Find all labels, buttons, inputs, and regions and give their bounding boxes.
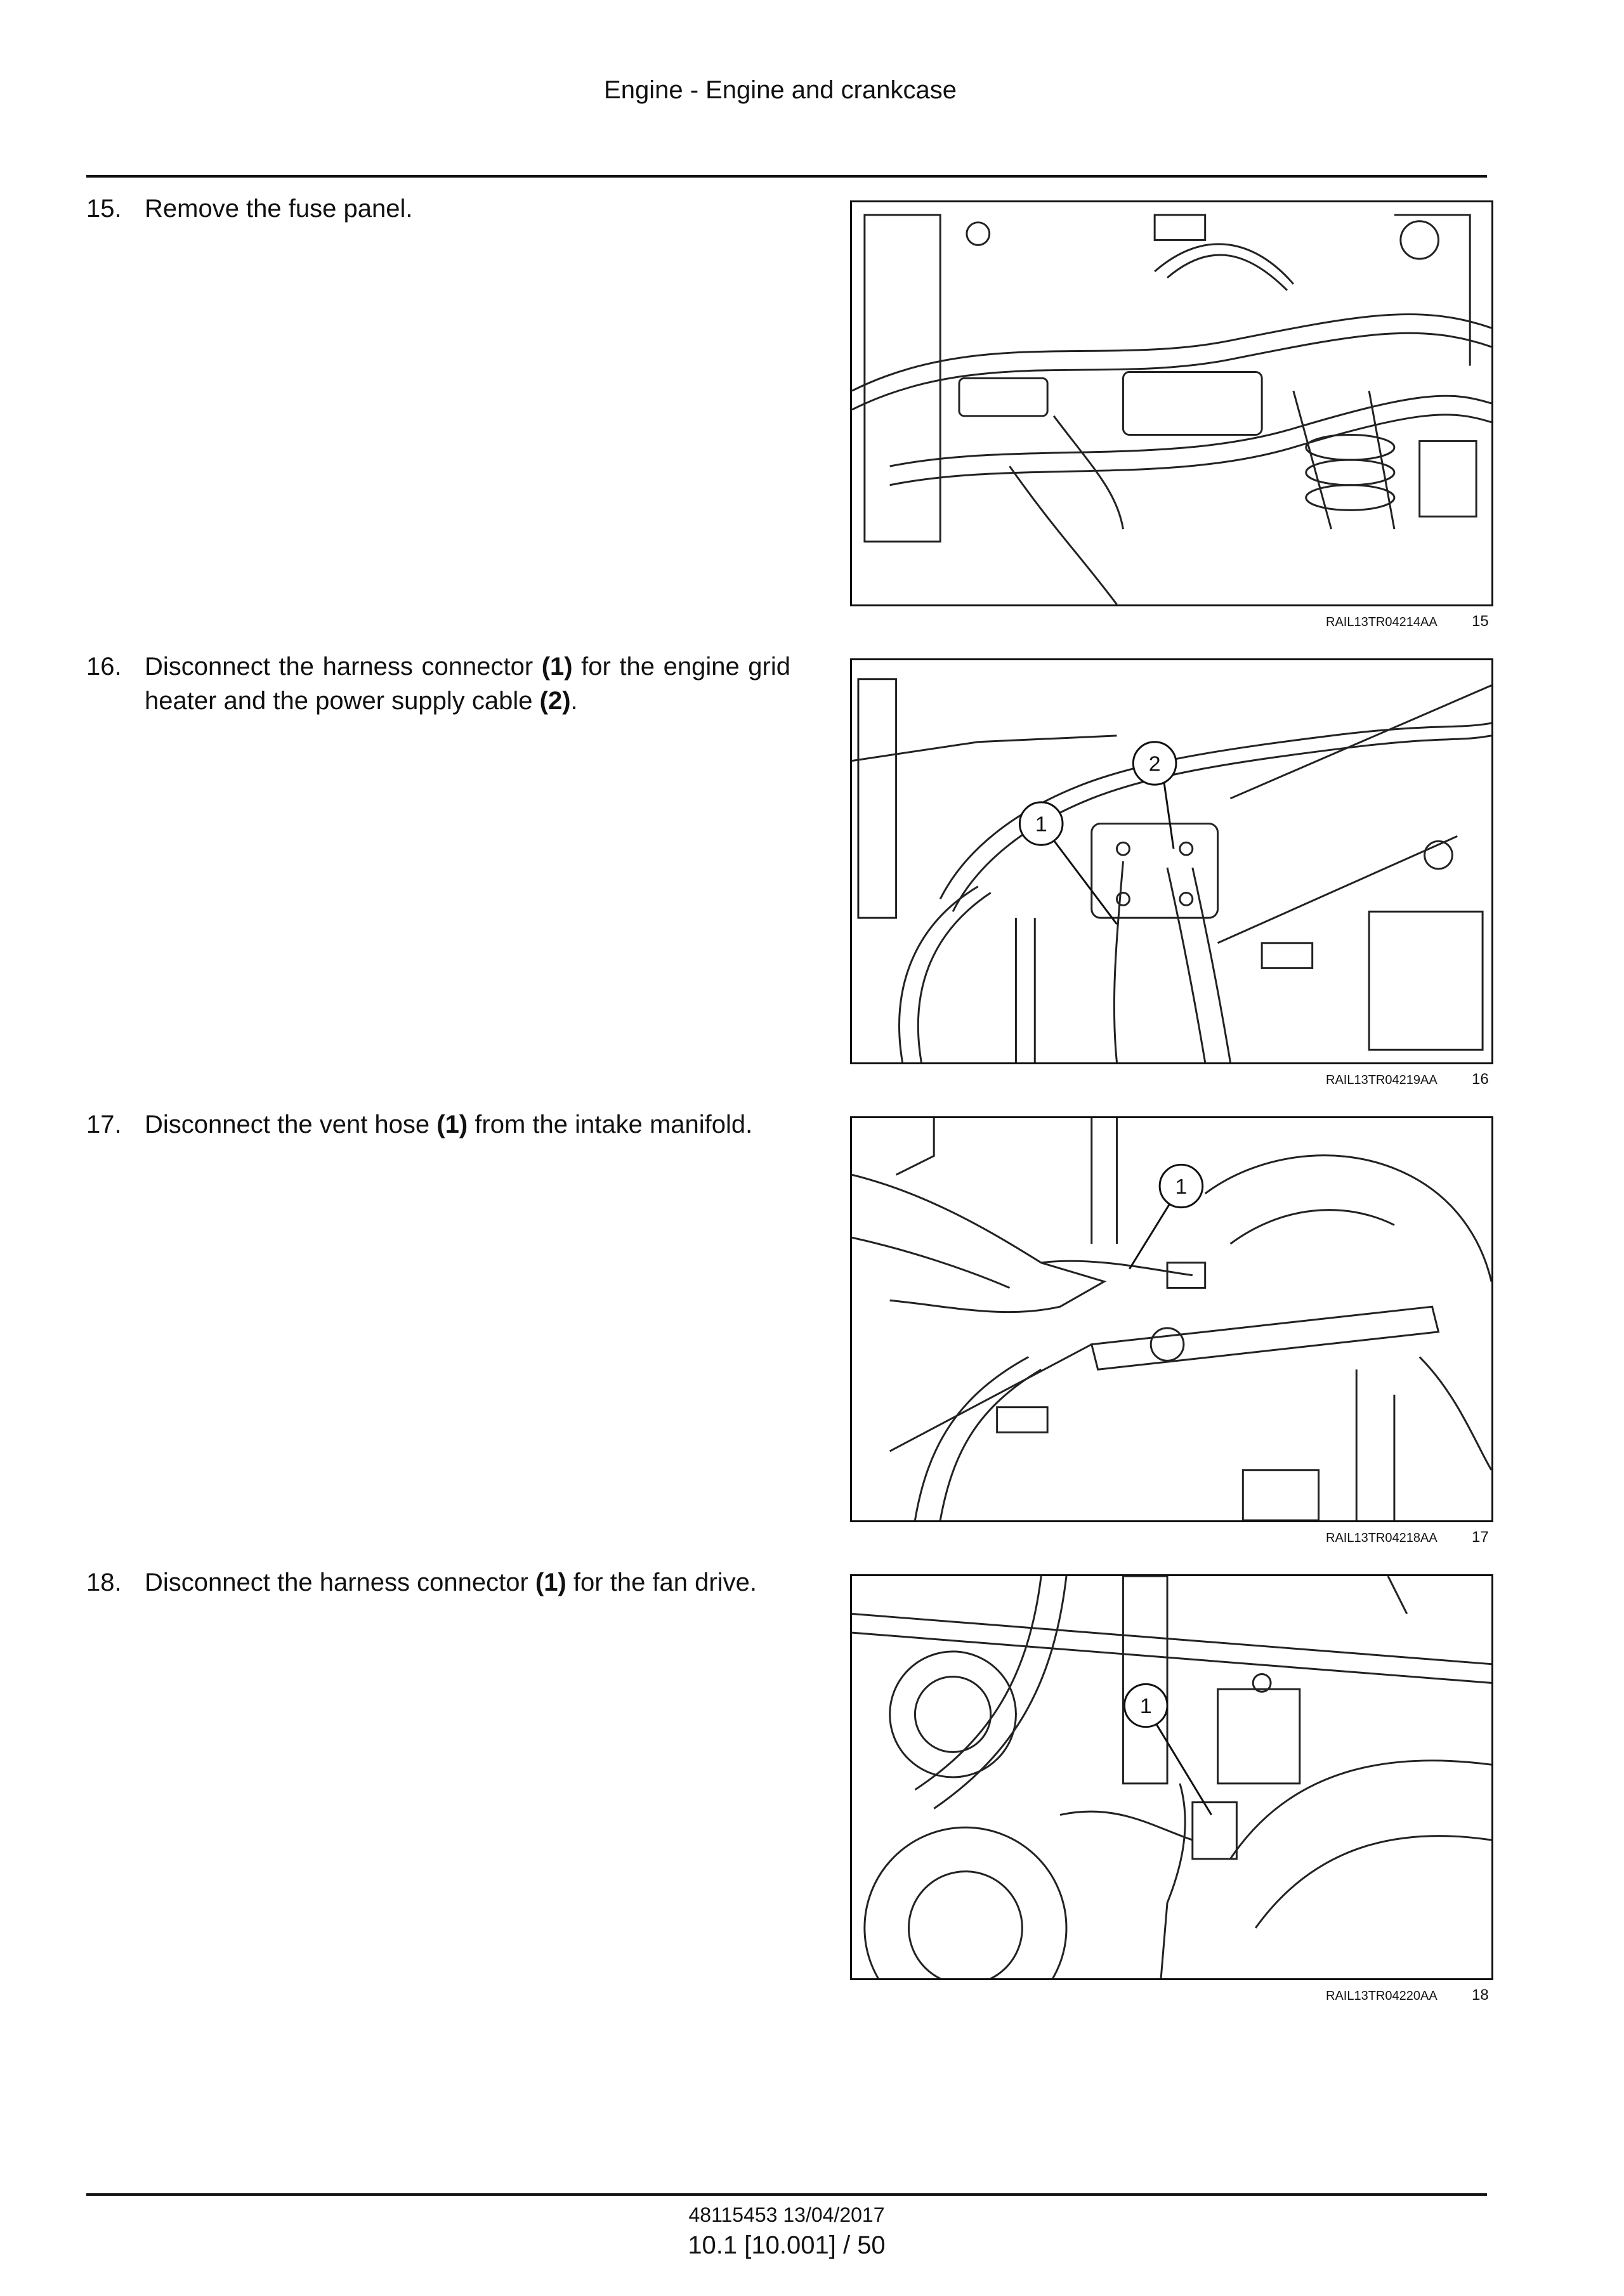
- step-text-segment: Disconnect the vent hose: [145, 1111, 437, 1138]
- callout-reference: (1): [535, 1569, 566, 1596]
- step-text: [145, 1565, 790, 1600]
- callout-reference: (1): [541, 653, 573, 681]
- figure-code: RAIL13TR04219AA: [1326, 1073, 1437, 1087]
- figure-number: 17: [1472, 1529, 1489, 1546]
- step-text-segment: Remove the fuse panel.: [145, 195, 413, 223]
- step-15: [86, 192, 790, 226]
- step-text-segment: Disconnect the harness connector: [145, 653, 542, 681]
- step-text-segment: Disconnect the harness connector: [145, 1569, 535, 1596]
- figure-number: 18: [1472, 1986, 1489, 2004]
- header-divider: [86, 175, 1487, 178]
- callout-reference: (1): [436, 1111, 468, 1138]
- step-text: [145, 1107, 790, 1142]
- figure-code: RAIL13TR04220AA: [1326, 1989, 1437, 2003]
- figure-grid-heater-illustration: [850, 658, 1493, 1064]
- footer-document-reference: 48115453 13/04/2017: [688, 2203, 885, 2226]
- callout-reference: (2): [539, 687, 571, 715]
- figure-number: 15: [1472, 613, 1489, 630]
- page-header-title: Engine - Engine and crankcase: [604, 76, 957, 104]
- step-text: [145, 192, 790, 226]
- step-number: 18.: [86, 1569, 122, 1596]
- callout-label-1: 1: [1139, 1694, 1152, 1718]
- step-text-segment: for the engine grid heater and the power supply cable: [145, 653, 790, 715]
- step-number: 17.: [86, 1111, 122, 1138]
- callout-group: [1129, 1164, 1202, 1269]
- step-text-segment: .: [570, 687, 578, 715]
- step-18: [86, 1565, 790, 1600]
- step-text: [145, 649, 790, 718]
- callout-label-2: 2: [1148, 752, 1161, 776]
- step-number: 15.: [86, 195, 122, 223]
- figure-code: RAIL13TR04214AA: [1326, 615, 1437, 629]
- callout-label-1: 1: [1035, 812, 1047, 837]
- step-number: 16.: [86, 653, 122, 681]
- footer-divider: [86, 2193, 1487, 2196]
- callout-label-1: 1: [1175, 1174, 1188, 1199]
- step-17: [86, 1107, 790, 1142]
- figure-number: 16: [1472, 1071, 1489, 1088]
- footer-page-reference: 10.1 [10.001] / 50: [688, 2231, 886, 2259]
- step-text-segment: from the intake manifold.: [468, 1111, 753, 1138]
- callout-group: [1019, 742, 1176, 924]
- figure-fan-drive-illustration: [850, 1574, 1493, 1980]
- figure-code: RAIL13TR04218AA: [1326, 1531, 1437, 1545]
- figure-fuse-panel-illustration: [850, 200, 1493, 606]
- step-text-segment: for the fan drive.: [566, 1569, 757, 1596]
- step-16: [86, 649, 790, 718]
- figure-vent-hose-illustration: [850, 1116, 1493, 1522]
